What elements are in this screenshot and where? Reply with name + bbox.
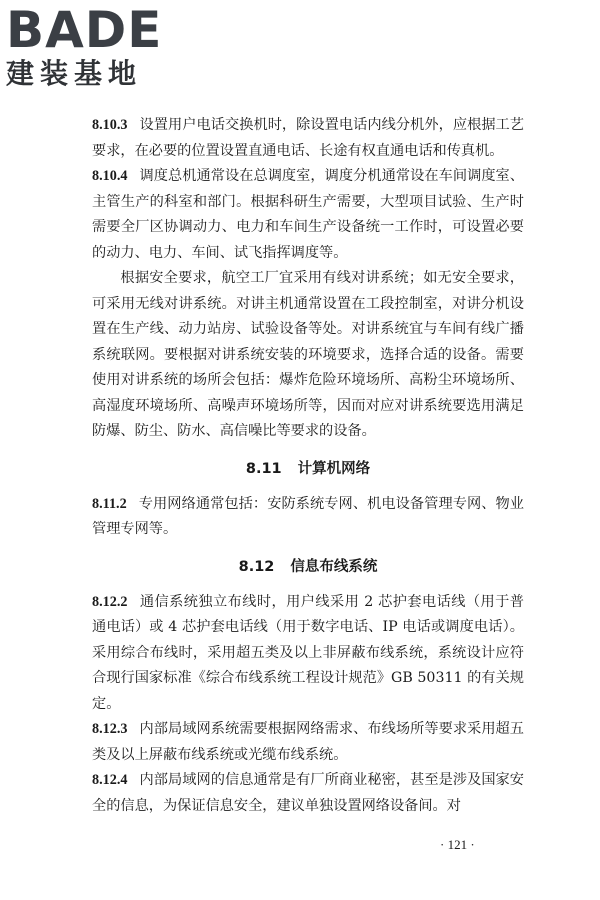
- clause-8-12-3: [92, 717, 524, 768]
- clause-text: 内部局域网系统需要根据网络需求、布线场所等要求采用超五类及以上屏蔽布线系统或光缆布线系统。: [92, 721, 524, 763]
- section-title: 计算机网络: [297, 460, 371, 477]
- clause-text: 通信系统独立布线时，用户线采用 2 芯护套电话线（用于普通电话）或 4 芯护套电话线（用于数字电话、IP 电话或调度电话）。采用综合布线时，采用超五类及以上非屏蔽布线系统，系统设计应符合现行国家标准《综合布线系统工程设计规范》GB 50311 的有关规定。: [92, 593, 524, 712]
- page-number: · 121 ·: [440, 837, 475, 852]
- section-heading-8-11: [92, 457, 524, 482]
- clause-8-10-4: [92, 164, 524, 266]
- clause-number: 8.10.3: [92, 117, 128, 133]
- clause-number: 8.10.4: [92, 168, 128, 184]
- clause-number: 8.12.3: [92, 721, 128, 737]
- clause-8-12-2: [92, 590, 524, 718]
- bade-logo: [6, 1, 186, 90]
- clause-number: 8.12.4: [92, 772, 128, 788]
- logo-subtitle: 建装基地: [6, 57, 143, 90]
- section-title: 信息布线系统: [290, 558, 378, 575]
- clause-text: 专用网络通常包括：安防系统专网、机电设备管理专网、物业管理专网等。: [92, 495, 524, 537]
- document-body: [92, 113, 524, 819]
- section-heading-8-12: [92, 555, 524, 580]
- clause-8-12-4: [92, 768, 524, 819]
- logo-word: BADE: [6, 1, 163, 59]
- clause-number: 8.11.2: [92, 495, 127, 512]
- paragraph-intercom: 根据安全要求，航空工厂宜采用有线对讲系统；如无安全要求，可采用无线对讲系统。对讲主机通常设置在工段控制室，对讲分机设置在生产线、动力站房、试验设备等处。对讲系统宜与车间有线广播系统联网。要根据对讲系统安装的环境要求，选择合适的设备。需要使用对讲系统的场所会包括：爆炸危险环境场所、高粉尘环境场所、高湿度环境场所、高噪声环境场所等，因而对应对讲系统要选用满足防爆、防尘、防水、高信噪比等要求的设备。: [92, 270, 524, 439]
- section-number: 8.11: [245, 460, 282, 477]
- clause-text: 调度总机通常设在总调度室，调度分机通常设在车间调度室、主管生产的科室和部门。根据科研生产需要，大型项目试验、生产时需要全厂区协调动力、电力和车间生产设备统一工作时，可设置必要的动力、电力、车间、试飞指挥调度等。: [92, 168, 524, 261]
- clause-8-10-3: [92, 113, 524, 164]
- clause-text: 内部局域网的信息通常是有厂所商业秘密，甚至是涉及国家安全的信息，为保证信息安全，建议单独设置网络设备间。对: [92, 772, 524, 814]
- section-number: 8.12: [238, 558, 275, 575]
- clause-8-11-2: [92, 492, 524, 543]
- clause-number: 8.12.2: [92, 593, 128, 610]
- clause-text: 设置用户电话交换机时，除设置电话内线分机外，应根据工艺要求，在必要的位置设置直通电话、长途有权直通电话和传真机。: [92, 117, 524, 159]
